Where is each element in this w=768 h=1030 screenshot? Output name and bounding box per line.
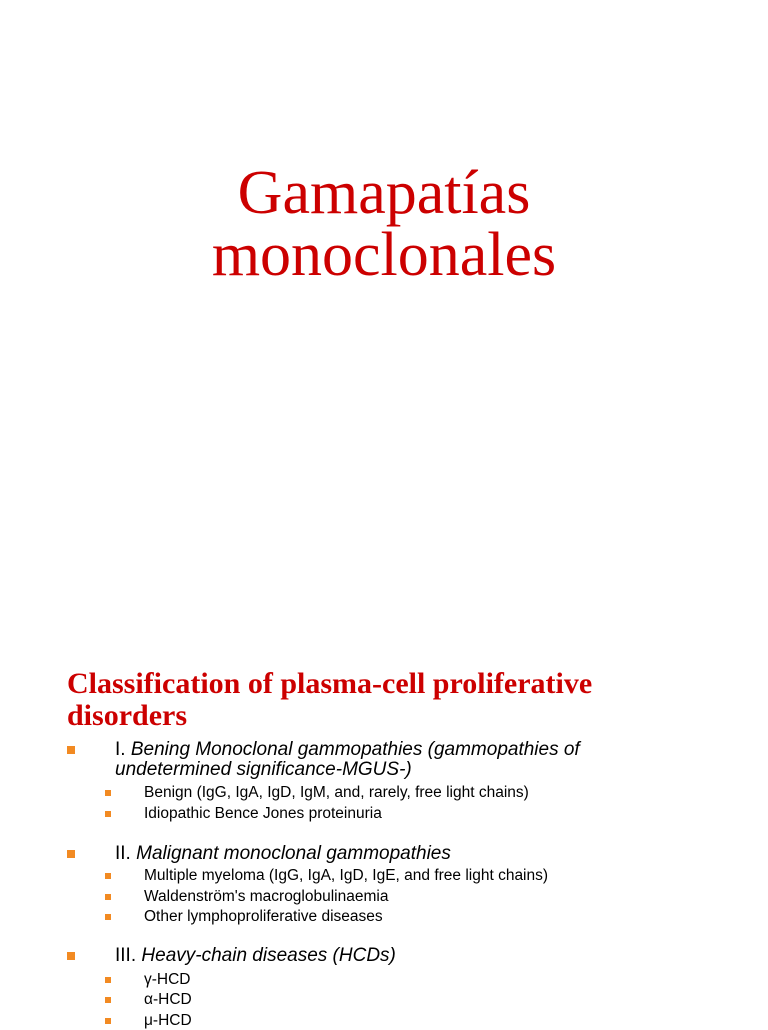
item-label: Heavy-chain diseases (HCDs) — [141, 945, 396, 966]
square-bullet-icon — [105, 997, 111, 1003]
square-bullet-icon — [67, 952, 75, 960]
sub-item-text: Other lymphoproliferative diseases — [144, 908, 383, 925]
heading-line-2: disorders — [67, 699, 187, 732]
item-prefix: II. — [115, 843, 137, 864]
sub-item-text: α-HCD — [144, 991, 192, 1008]
item-prefix: III. — [115, 945, 142, 966]
title-line-2: monoclonales — [211, 221, 557, 289]
item-label: Bening Monoclonal gammopathies (gammopathies of undetermined significance-MGUS-) — [115, 739, 580, 780]
list-item-1 — [67, 740, 707, 784]
classification-slide — [0, 640, 768, 1029]
list-item-2 — [67, 844, 707, 866]
square-bullet-icon — [105, 1018, 111, 1024]
square-bullet-icon — [105, 977, 111, 983]
square-bullet-icon — [105, 894, 111, 900]
sub-item-text: Idiopathic Bence Jones proteinuria — [144, 805, 382, 822]
sub-item-text: μ-HCD — [144, 1012, 192, 1029]
sub-item-text: Multiple myeloma (IgG, IgA, IgD, IgE, and free light chains) — [144, 867, 549, 884]
square-bullet-icon — [67, 850, 75, 858]
square-bullet-icon — [67, 746, 75, 754]
square-bullet-icon — [105, 873, 111, 879]
sub-item-text: Waldenström's macroglobulinaemia — [144, 888, 389, 905]
sub-item-text: Benign (IgG, IgA, IgD, IgM, and, rarely, free light chains) — [144, 784, 529, 801]
sub-item-text: γ-HCD — [144, 971, 191, 988]
item-prefix: I. — [115, 739, 131, 760]
square-bullet-icon — [105, 914, 111, 920]
slide-title — [0, 159, 768, 289]
square-bullet-icon — [105, 790, 111, 796]
list-item-text — [115, 844, 675, 864]
square-bullet-icon — [105, 811, 111, 817]
list-item-text — [115, 740, 675, 780]
title-line-1: Gamapatías — [237, 159, 531, 227]
section-heading — [67, 668, 727, 732]
list-item-3 — [67, 946, 707, 968]
list-item-text — [115, 946, 675, 966]
heading-line-1: Classification of plasma-cell proliferative — [67, 667, 593, 700]
item-label: Malignant monoclonal gammopathies — [136, 843, 451, 864]
